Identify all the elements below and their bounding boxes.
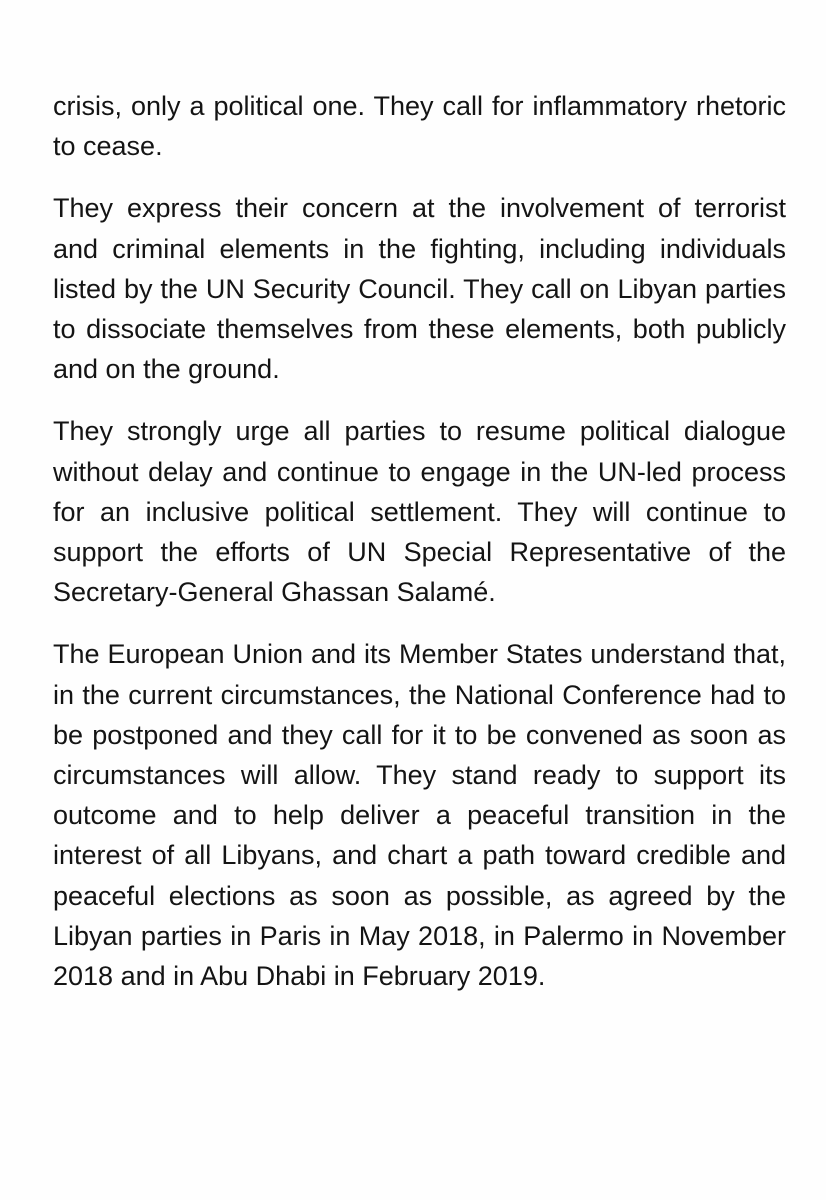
paragraph-3: They strongly urge all parties to resume political dialogue without delay and continue to engage in the UN-led process for an inclusive political settlement. They will continue to support the efforts of UN Special Representative of the Secretary-General Ghassan Salamé. [53,416,786,608]
paragraph-4: The European Union and its Member States understand that, in the current circumstances, the National Conference had to be postponed and they call for it to be convened as soon as circumstances will allow. They stand ready to support its outcome and to help deliver a peaceful transition in the interest of all Libyans, and chart a path toward credible and peaceful elections as soon as possible, as agreed by the Libyan parties in Paris in May 2018, in Palermo in November 2018 and in Abu Dhabi in February 2019. [53,639,786,992]
paragraph-1: crisis, only a political one. They call for inflammatory rhetoric to cease. [53,91,786,162]
document-body [53,86,786,1018]
paragraph-2: They express their concern at the involvement of terrorist and criminal elements in the fighting, including individuals listed by the UN Security Council. They call on Libyan parties to dissociate themselves from these elements, both publicly and on the ground. [53,193,786,385]
